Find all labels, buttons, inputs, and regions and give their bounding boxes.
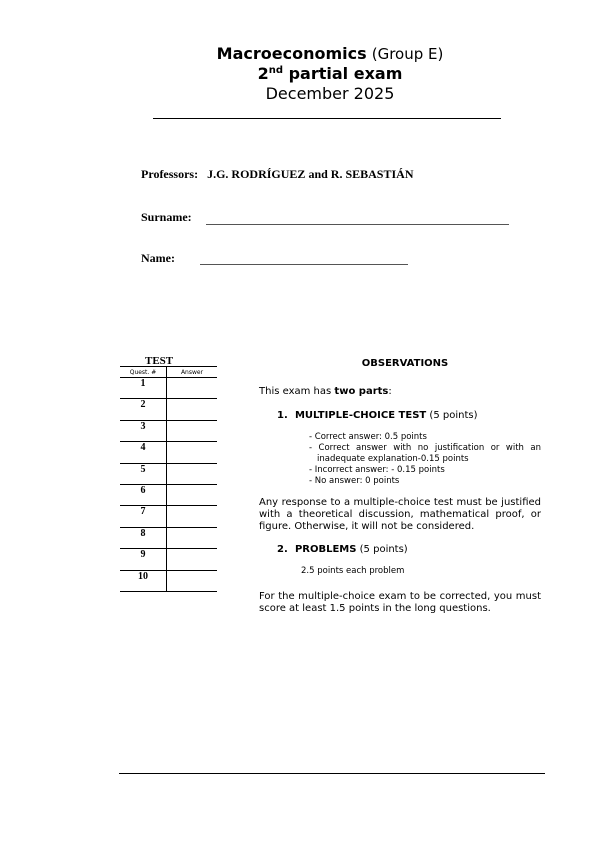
question-number: 9 — [120, 549, 167, 570]
question-number: 2 — [120, 399, 167, 420]
course-group: (Group E) — [371, 45, 444, 63]
header-divider — [153, 118, 501, 119]
surname-field[interactable] — [206, 224, 509, 225]
answer-cell[interactable] — [167, 570, 218, 591]
section-2-heading — [259, 544, 541, 556]
section-1-title: MULTIPLE-CHOICE TEST — [294, 410, 427, 421]
surname-label: Surname: — [141, 210, 192, 224]
table-row — [120, 549, 217, 570]
list-item: - Correct answer: 0.5 points — [309, 432, 427, 442]
question-number: 7 — [120, 506, 167, 527]
table-row — [120, 442, 217, 463]
question-number: 3 — [120, 420, 167, 441]
answer-cell[interactable] — [167, 378, 218, 399]
justification-note: Any response to a multiple-choice test must be justified with a theoretical discussion, mathematical proof, or figure. Otherwise, it will not be considered. — [259, 497, 541, 532]
course-name: Macroeconomics — [216, 44, 367, 63]
scoring-list — [259, 432, 541, 487]
table-row — [120, 378, 217, 399]
answer-cell[interactable] — [167, 463, 218, 484]
col-question: Quest. # — [120, 367, 167, 378]
answer-cell[interactable] — [167, 420, 218, 441]
problems-note: 2.5 points each problem — [301, 566, 405, 576]
list-item: - No answer: 0 points — [309, 476, 400, 486]
professors-line — [141, 167, 413, 182]
table-row — [120, 570, 217, 591]
list-item: - Correct answer with no justification or with an inadequate explanation-0.15 points — [309, 443, 541, 464]
professors-names: J.G. RODRÍGUEZ and R. SEBASTIÁN — [207, 167, 414, 181]
table-row — [120, 399, 217, 420]
question-number: 5 — [120, 463, 167, 484]
answer-table — [120, 366, 217, 592]
name-field[interactable] — [200, 264, 408, 265]
answer-cell[interactable] — [167, 527, 218, 548]
question-number: 6 — [120, 484, 167, 505]
question-number: 10 — [120, 570, 167, 591]
question-number: 1 — [120, 378, 167, 399]
observations-panel — [259, 358, 541, 615]
answer-cell[interactable] — [167, 506, 218, 527]
section-1-number: 1. — [277, 410, 288, 421]
exam-ordinal: nd — [268, 65, 284, 76]
footer-divider — [119, 773, 545, 774]
question-number: 4 — [120, 442, 167, 463]
exam-title — [0, 64, 599, 84]
test-title: TEST — [145, 355, 174, 367]
answer-cell[interactable] — [167, 442, 218, 463]
intro-text — [259, 386, 541, 398]
section-1-points: (5 points) — [429, 410, 478, 421]
intro-bold: two parts — [334, 386, 389, 397]
section-2-points: (5 points) — [359, 544, 408, 555]
table-row — [120, 484, 217, 505]
exam-header — [0, 44, 599, 104]
section-2-number: 2. — [277, 544, 288, 555]
table-row — [120, 463, 217, 484]
correction-requirement: For the multiple-choice exam to be corrected, you must score at least 1.5 points in the long questions. — [259, 591, 541, 614]
observations-title: OBSERVATIONS — [361, 358, 449, 369]
question-number: 8 — [120, 527, 167, 548]
intro-post: : — [388, 386, 392, 397]
table-header — [120, 367, 217, 378]
name-label: Name: — [141, 251, 175, 265]
section-1-heading — [259, 410, 541, 422]
answer-cell[interactable] — [167, 484, 218, 505]
list-item: - Incorrect answer: - 0.15 points — [309, 465, 445, 475]
intro-pre: This exam has — [259, 386, 335, 397]
section-2-title: PROBLEMS — [294, 544, 357, 555]
exam-type: partial exam — [283, 64, 403, 83]
exam-number: 2 — [257, 64, 269, 83]
answer-cell[interactable] — [167, 399, 218, 420]
answer-cell[interactable] — [167, 549, 218, 570]
table-row — [120, 527, 217, 548]
table-row — [120, 420, 217, 441]
table-row — [120, 506, 217, 527]
col-answer: Answer — [167, 367, 218, 378]
course-title — [0, 44, 599, 64]
exam-date: December 2025 — [265, 84, 395, 103]
professors-label: Professors: — [141, 167, 199, 181]
